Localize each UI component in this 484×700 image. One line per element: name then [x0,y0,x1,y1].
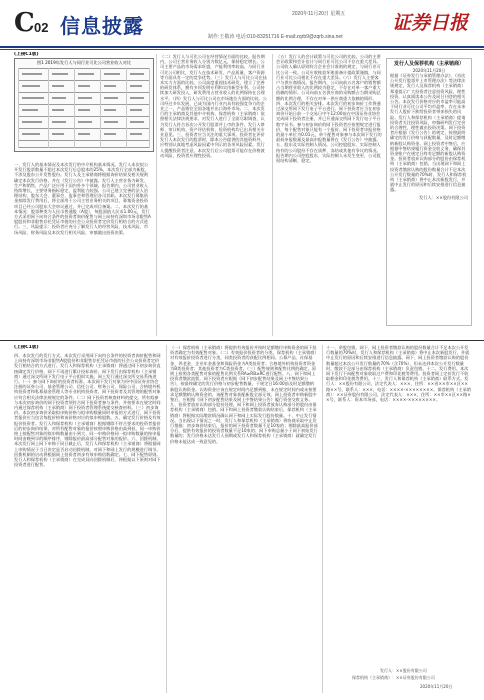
box-date: 2020年11月20日 [412,68,446,73]
section-divider [0,340,484,341]
page-number: 02 [34,20,49,35]
bottom-left-text: 四、本次发行的发行方式。本次发行采用网下向符合条件的投资者询价配售和网上向持有深圳市场非限售A股股份和非限售存托凭证市值的社会公众投资者定价发行相结合的方式进行。发行人和保荐机构（主承销商）将通过网下初步询价直接确定发行价格，网下不再进行累计投标询价。网下发行由保荐机构（主承销商）通过深交所网下发行电子平台组织实施，网上发行通过深交所交易系统进行。（一）参与网下询价的投资者标准。本次网下发行对象为经中国证券业协会注册的证券公司、基金管理公司、信托公司、财务公司、保险公司、合格境外机构投资者和私募基金管理人等专业机构投资者。网下投资者及其管理的配售对象应符合相关法律法规规定的条件。（二）网下投资者核查材料的提交。所有拟参与本次初步询价的网下投资者须符合网下投资者参与条件，并按要求在规定时间内通过保荐机构（主承销商）网下投资者管理系统提交核查材料。（三）初步询价。本次初步询价采取拟申购价格与拟申购数量同时申报的方式进行，网下投资者报价应当包含每股价格和该价格对应的拟申购股数。五、确定发行价格及有效报价投资者。发行人和保荐机构（主承销商）根据剔除不符合要求的投资者报价后的初步询价结果，对所有配售对象的报价按照申购价格由高到低、同一申购价格上按配售对象的拟申购数量由小到大、同一申购价格同一拟申购数量的按申报时间由晚到早的顺序排序，剔除报价最高部分配售对象的报价。六、回拨机制。本次发行网上网下申购于同日截止后，发行人和保荐机构（主承销商）将根据网上申购情况于当日决定是否启动回拨机制，对网下和网上发行的规模进行调节。回拨机制的启动将根据网上投资者初步有效申购倍数确定。七、网下配售原则。发行人和保荐机构（主承销商）在完成双向回拨机制后，将根据以下原则对网下投资者进行配售。 [14,353,161,468]
top-middle-text: （二）发行人与可比公司在经营情况方面的比较。报告期内，公司主营业务收入分别为数亿元，保持稳定增长。公司主要产品的市场需求旺盛，产能利用率较高。与同行业可比公司相比，发行人在技术研发、产品质量、客户资源等方面具有一定的竞争优势。（三）发行人与可比公司在技术实力方面的比较。公司高度重视技术研发，建立了完善的研发体系，拥有多项发明专利和实用新型专利。公司持续加大研发投入，研发费用占营业收入的比例保持在合理水平。（四）发行人与可比公司在市场地位方面的比较。公司经过多年发展，已成为国内行业内具有较强竞争力的企业之一，产品销往全国各地并出口海外市场。二、本次发行的主承销商及其他中介机构。保荐机构（主承销商）依照相关法律法规要求，对发行人进行了全面尽职调查，认为发行人符合首次公开发行股票并上市的条件。发行人律师、审计机构、资产评估机构、验资机构均已出具相关专业意见。三、投资者应当关注的重大事项。投资者在评价发行人本次发行的股票时，除本公告提供的其他资料外，应特别认真地考虑风险因素中列示的各项风险因素。发行人提醒投资者注意，本次发行后公司股票可能存在价格波动风险，投资者应理性投资。 [160,54,267,158]
footer-issuer: 发行人：××股份有限公司 [380,668,427,673]
box-signature: 发行人：××股份有限公司 [419,194,468,200]
continuation-tag-bottom: (上接C1版) [14,345,39,350]
bottom-right-column [326,345,472,663]
section-title: 信息披露 [60,14,144,38]
footer-date: 2020年11月20日 [420,684,453,689]
bottom-left-column [14,345,162,693]
page-header [0,0,484,48]
top-right-column [276,54,382,336]
header-thin-rule [0,49,484,50]
continuation-tag: (上接C1版) [14,52,39,57]
bottom-right-text: 十一、余股包销。网下、网上投资者缴款认购的股份数量合计不足本次公开发行数量的70%时，发行人和保荐机构（主承销商）将中止本次新股发行，并就中止发行的原因和后续安排进行信息披露。网下、网上投资者缴款认购的股份数量超过本次公开发行数量的70%（含70%），但未达到本次公开发行数量时，缴款不足部分由保荐机构（主承销商）负责包销。十二、发行费用。本次网下发行不向配售对象收取过户费和印花税等费用。投资者网上定价发行不收取佣金和印花税等费用。十三、发行人和保荐机构（主承销商）联系方式。发行人：××股份有限公司，法定代表人：×××，住所：××省××市××区××路××号，联系人：×××，电话：××××-××××××××。保荐机构（主承销商）：××证券股份有限公司，法定代表人：×××，住所：××市××区××路××号，联系人：资本市场部，电话：××××-××××××××。 [326,345,471,403]
top-middle-column [160,54,268,336]
table-grid [18,68,150,148]
masthead-logo: 证券日报 [392,12,469,34]
header-rule [0,46,484,48]
footer-sponsor: 保荐机构（主承销商）：××证券股份有限公司 [352,675,435,680]
announcement-box [386,58,472,326]
table-figure [14,58,154,152]
box-title: 发行人及保荐机构（主承销商） [393,61,464,67]
top-right-text: （五）发行人的会计政策与可比公司的比较。公司的主要会计政策和会计估计与同行业可比公司不存在重大差异。公司收入确认原则符合企业会计准则的规定，与同行业可比公司一致。公司应收账款坏账准备计提政策谨慎，与同行业可比公司相比不存在重大差异。（六）发行人主要客户与供应商情况。报告期内，公司向前五名客户的销售额占当期营业收入的比例较为稳定，不存在对单一客户重大依赖的情形。公司向前五名供应商的采购额占当期采购总额的比例合理，不存在对单一供应商重大依赖的情形。四、本次发行的相关安排。本次发行的初步询价工作将通过深交所网下发行电子平台进行。网下投资者应当在初步询价开始日前一个交易日中午12:00前在中国证券业协会完成网下投资者注册，并已开通深交所网下发行电子平台数字证书。参与初步询价的网下投资者应按照规定进行报价，每个配售对象只能有一个报价。网下投资者申报价格的最小单位为0.01元，单个配售对象参与本次网下发行的最低申报数量及最高申报数量将在《发行公告》中披露。五、股东及实际控制人情况。公司控股股东、实际控制人持有的公司股份不存在质押、冻结或其他有争议的情况。报告期内公司控股股东、实际控制人未发生变更，公司股权结构清晰、稳定。 [276,54,382,164]
box-text: 根据《证券发行与承销管理办法》、《首次公开发行股票并上市管理办法》等法律法规规定，发行人及保荐机构（主承销商）郑重提示广大投资者注意投资风险，理性投资，认真阅读本公告及同日刊登的相关公告。本次发行价格对应的市盈率可能高于同行业可比公司平均市盈率，存在未来发行人股价下跌给投资者带来损失的风险。发行人和保荐机构（主承销商）提请投资者关注投资风险，审慎研判发行定价的合理性，理性做出投资决策。网下投资者应根据《发行公告》的规定，按照最终确定的发行价格与获配数量，及时足额缴纳新股认购资金。网上投资者中签后，应根据中签结果履行资金交收义务，确保其资金账户在规定日终有足额的新股认购资金。投资者放弃认购部分的股份由保荐机构（主承销商）包销。当出现网下和网上投资者缴款认购的股份数量合计不足本次公开发行数量的70%时，发行人和保荐机构（主承销商）将中止本次新股发行，并就中止发行的原因和后续安排进行信息披露。 [390,73,467,193]
figure-title: 图1 2019年发行人与同行业可比公司营业收入对比 [36,60,132,65]
top-left-text: 一、发行人的基本情况及本次发行的中介机构基本情况。发行人本次拟公开发行股票数量不超过本次发行后总股本的25%，本次发行全部为新股，不涉及股东公开发售股份。发行人及主承销商将根据询价结果及相关规则确定本次发行价格，并在《发行公告》中披露。发行人主营业务为研发、生产和销售，产品广泛应用于国内外多个领域。报告期内，公司营业收入持续增长，主要财务指标稳定，盈利能力较强。公司已建立完善的法人治理结构，股东大会、董事会、监事会和管理层各司其职。本次发行募集资金扣除发行费用后，将全部用于公司主营业务相关的项目，募集资金投资项目已经公司股东大会审议通过，并已完成项目备案。二、本次发行的基本情况：股票种类为人民币普通股（A股），每股面值人民币1.00元，发行方式采用网下向符合条件的投资者询价配售与网上向持有深圳市场非限售A股股份和非限售存托凭证市值的社会公众投资者定价发行相结合的方式进行。三、风险提示：投资者应充分了解发行人的经营风险、技术风险、市场风险、财务风险及本次发行相关风险，审慎做出投资决策。 [14,162,151,235]
bottom-middle-text: （一）保荐机构（主承销商）将提供有效报价并按时足额缴付申购资金的网下投资者确定为有效配售对象。（二）有效报价投资者的分类。保荐机构（主承销商）对有效报价投资者进行分类，同类投资者的获配比例相同。公募产品、社保基金、养老金、企业年金基金和保险资金为A类投资者；合格境外机构投资者资金为B类投资者；其他投资者为C类投资者。（三）配售规则和配售比例的确定。原则上按照各类配售对象的配售比例关系RA≥RB≥RC进行配售。八、网下和网上投资者缴款流程。网下投资者应根据《网下初步配售结果及网上中签结果公告》，按最终确定的发行价格与初步配售数量，于规定日16:00前及时足额缴纳新股认购资金。认购资金应该在规定时间内足额到账，未在规定时间内或未按要求足额缴纳认购资金的，该配售对象获配新股全部无效。网上投资者申购新股中签后，应根据《网下初步配售结果及网上中签结果公告》履行资金交收义务。九、投资者放弃认购部分股份处理。网下和网上投资者放弃认购部分的股份由保荐机构（主承销商）包销。网下和网上投资者缴款认购结束后，保荐机构（主承销商）将根据实际缴款情况确认网下和网上实际发行股份数量。十、中止发行情况。当出现以下情况之一时，发行人和保荐机构（主承销商）将协商采取中止发行措施：初步询价结束后，报价的网下投资者数量不足10家的；剔除最高报价部分后，提供有效报价的投资者数量不足10家的；网下申购总量小于网下初始发行数量的；发行价格未达发行人预期或发行人和保荐机构（主承销商）就确定发行价格未能达成一致意见的。 [170,345,318,444]
publication-date: 2020年11月20日 星期五 [292,11,346,17]
editor-info: 制作:王敬涛 电话:010-83251716 E-mail:zqrb9@zqrb.sina.net [208,34,343,40]
bottom-middle-column [170,345,318,693]
section-letter: C [14,8,35,38]
